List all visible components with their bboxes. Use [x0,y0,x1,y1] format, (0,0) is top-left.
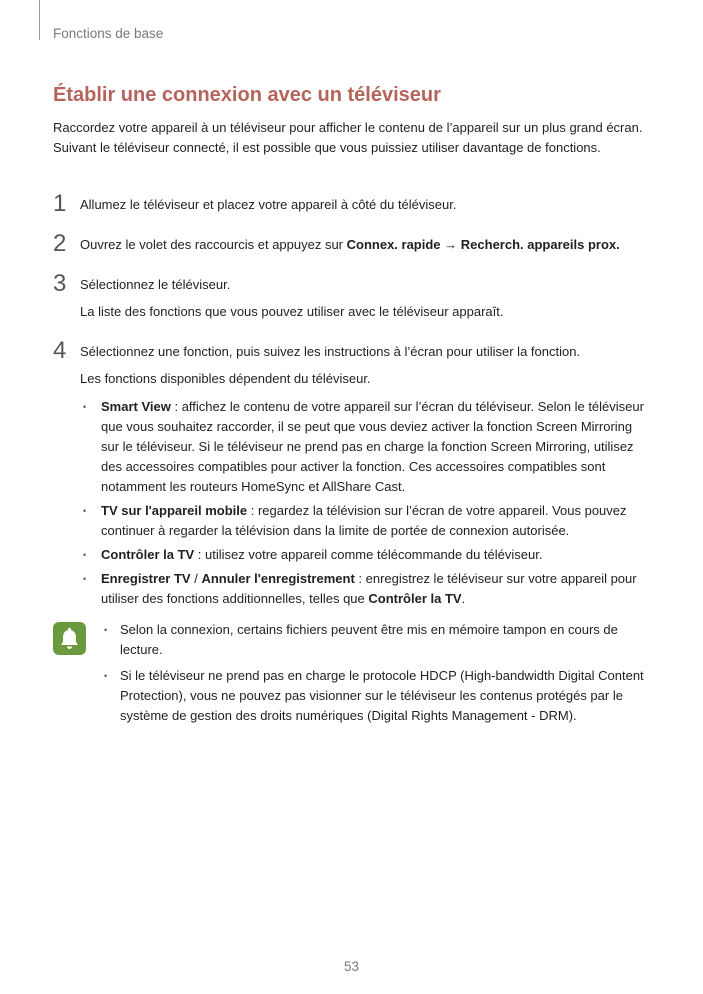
bell-icon [53,622,86,655]
arrow-separator: → [440,237,461,252]
step-text [80,235,655,255]
note-item: • Selon la connexion, certains fichiers peuvent être mis en mémoire tampon en cours de lecture. [101,620,653,660]
term: Smart View [101,399,171,414]
term: Annuler l'enregistrement [201,571,355,586]
punctuation: . [461,591,466,606]
list-item [80,397,650,497]
term: Contrôler la TV [101,547,195,562]
page-title: Établir une connexion avec un téléviseur [53,84,441,106]
section-header: Fonctions de base [53,26,164,41]
header-divider [39,0,40,40]
step-subtext: Les fonctions disponibles dépendent du téléviseur. [80,371,371,386]
description: : utilisez votre appareil comme télécommande du téléviseur. [194,547,543,562]
step-number: 1 [53,190,67,217]
step-text: Sélectionnez une fonction, puis suivez les instructions à l’écran pour utiliser la fonction. [80,344,581,359]
function-list [80,397,650,613]
term: TV sur l'appareil mobile [101,503,248,518]
term: Contrôler la TV [368,591,462,606]
note-item: • Si le téléviseur ne prend pas en charge le protocole HDCP (High-bandwidth Digital Content Protection), vous ne pouvez pas visionner sur le téléviseur les contenus protégés par le système de gestion des droits numériques (Digital Rights Management - DRM). [101,666,653,726]
step-text: Allumez le téléviseur et placez votre appareil à côté du téléviseur. [80,197,457,212]
step-number: 2 [53,230,67,257]
menu-item-scan-nearby: Recherch. appareils prox. [460,237,620,252]
step-number: 3 [53,270,67,297]
description: : affichez le contenu de votre appareil sur l’écran du téléviseur. Selon le téléviseur que vous souhaitez raccorder, il se peut que vous deviez activer la fonction Screen Mirroring sur le téléviseur. Si le téléviseur ne prend pas en charge la fonction Screen Mirroring, utilisez des accessoires compatibles pour activer la fonction. Ces accessoires compatibles sont notamment les routeurs HomeSync et AllShare Cast. [101,399,644,494]
separator: / [190,571,202,586]
step-number: 4 [53,337,67,364]
step-text-plain: Ouvrez le volet des raccourcis et appuyez sur [80,237,347,252]
list-item [80,501,650,541]
list-item [80,569,650,609]
step-subtext: La liste des fonctions que vous pouvez utiliser avec le téléviseur apparaît. [80,304,504,319]
description: : enregistrez le téléviseur sur votre appareil pour utiliser des fonctions additionnelles, telles que [101,571,637,606]
term: Enregistrer TV [101,571,191,586]
intro-paragraph: Raccordez votre appareil à un téléviseur pour afficher le contenu de l’appareil sur un plus grand écran. Suivant le téléviseur connecté, il est possible que vous puissiez utiliser davantage de fonctions. [53,120,643,155]
list-item [80,545,650,565]
description: : regardez la télévision sur l’écran de votre appareil. Vous pouvez continuer à regarder la télévision dans la limite de portée de connexion autorisée. [101,503,627,538]
page-number: 53 [343,959,360,974]
menu-item-quick-connect: Connex. rapide [346,237,441,252]
note-list [101,620,653,732]
step-text: Sélectionnez le téléviseur. [80,277,231,292]
